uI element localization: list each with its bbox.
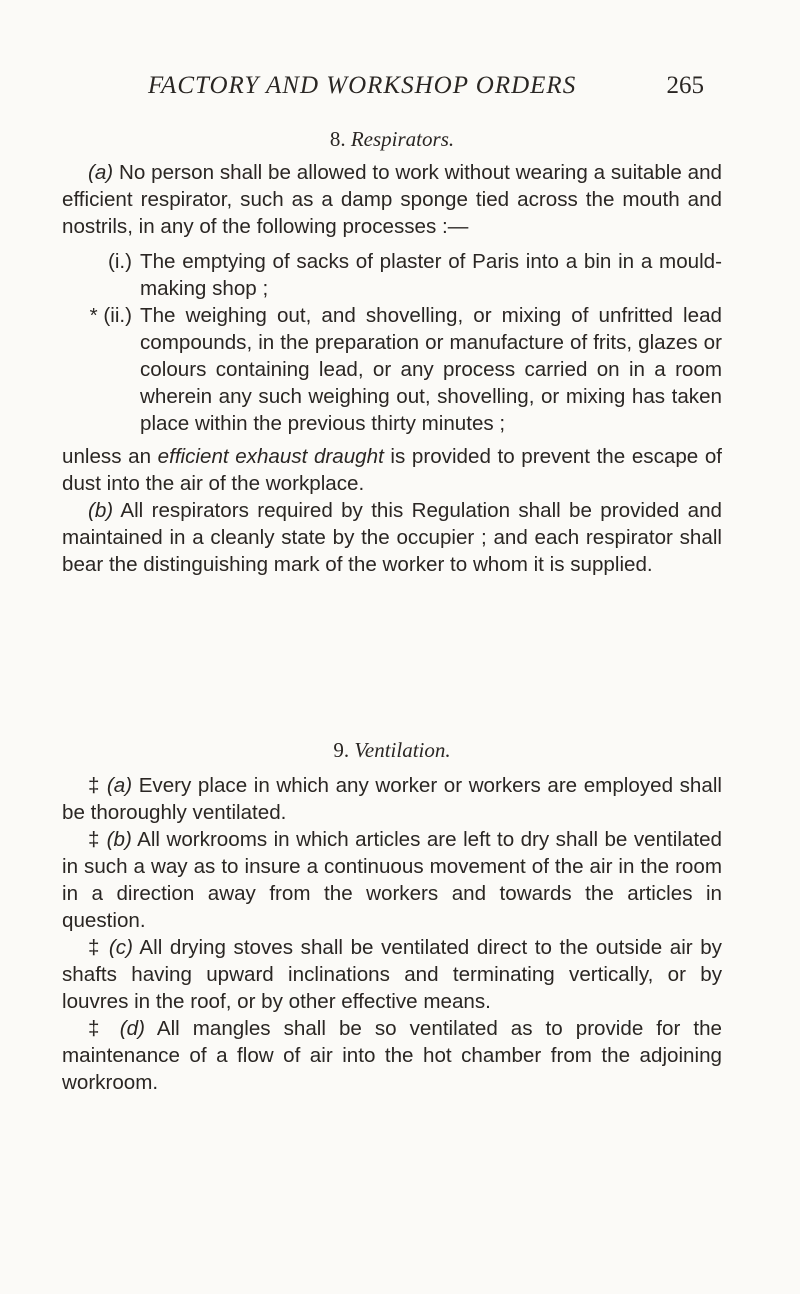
dagger-mark: ‡ (88, 828, 101, 851)
label-9c: (c) (108, 936, 133, 959)
page-number: 265 (666, 72, 704, 99)
text-ii: The weighing out, and shovelling, or mixing of unfritted lead compounds, in the preparation or manufacture of frits, glazes or colours containing lead, or any process carried on in a room wherein any such weighing out, shovelling, or mixing has taken place within the previous thirty minutes ; (140, 304, 722, 435)
paragraph-8a (62, 159, 722, 240)
header-title: FACTORY AND WORKSHOP ORDERS (148, 72, 577, 99)
paragraph-9d (62, 1015, 722, 1096)
text-8a: No person shall be allowed to work without wearing a suitable and efficient respirator, such as a damp sponge tied across the mouth and nostrils, in any of the following processes :— (62, 161, 722, 238)
section-9-number: 9. (333, 738, 350, 762)
text-9a: Every place in which any worker or workers are employed shall be thoroughly ventilated. (62, 774, 722, 824)
section-8-number: 8. (329, 127, 346, 151)
paragraph-9c (62, 934, 722, 1015)
running-header (148, 72, 704, 100)
section-9 (62, 737, 722, 1096)
marker-ii: * (ii.) (89, 304, 132, 327)
section-8-title: Respirators. (350, 127, 455, 151)
section-8 (62, 126, 722, 578)
section-9-heading (62, 737, 722, 764)
paragraph-9a (62, 772, 722, 826)
text-8b: All respirators required by this Regulation shall be provided and maintained in a cleanly state by the occupier ; and each respirator shall bear the distinguishing mark of the worker to whom it is supplied. (62, 499, 722, 576)
text-9b: All workrooms in which articles are left to dry shall be ventilated in such a way as to insure a continuous movement of the air in the room in a direction away from the workers and towards the articles in question. (62, 828, 722, 932)
label-8a: (a) (88, 161, 114, 184)
unless-pre: unless an (62, 445, 158, 468)
label-9a: (a) (106, 774, 133, 797)
paragraph-unless (62, 443, 722, 497)
paragraph-9b (62, 826, 722, 934)
label-9d: (d) (119, 1017, 145, 1040)
section-8-heading (62, 126, 722, 153)
text-9d: All mangles shall be so ventilated as to provide for the maintenance of a flow of air into the hot chamber from the adjoining workroom. (62, 1017, 722, 1094)
label-8b: (b) (88, 499, 114, 522)
text-i: The emptying of sacks of plaster of Paris into a bin in a mould-making shop ; (140, 250, 722, 300)
list-item-i (62, 248, 722, 302)
dagger-mark: ‡ (88, 1017, 107, 1040)
unless-post: is provided to prevent the escape of dust into the air of the workplace. (62, 445, 723, 495)
list-item-ii (62, 302, 722, 437)
label-9b: (b) (106, 828, 132, 851)
dagger-mark: ‡ (88, 936, 102, 959)
marker-i: (i.) (107, 250, 132, 273)
dagger-mark: ‡ (88, 774, 101, 797)
unless-italic: efficient exhaust draught (157, 445, 384, 468)
paragraph-8b (62, 497, 722, 578)
section-9-title: Ventilation. (354, 738, 451, 762)
text-9c: All drying stoves shall be ventilated direct to the outside air by shafts having upward inclinations and terminating vertically, or by louvres in the roof, or by other effective means. (62, 936, 722, 1013)
